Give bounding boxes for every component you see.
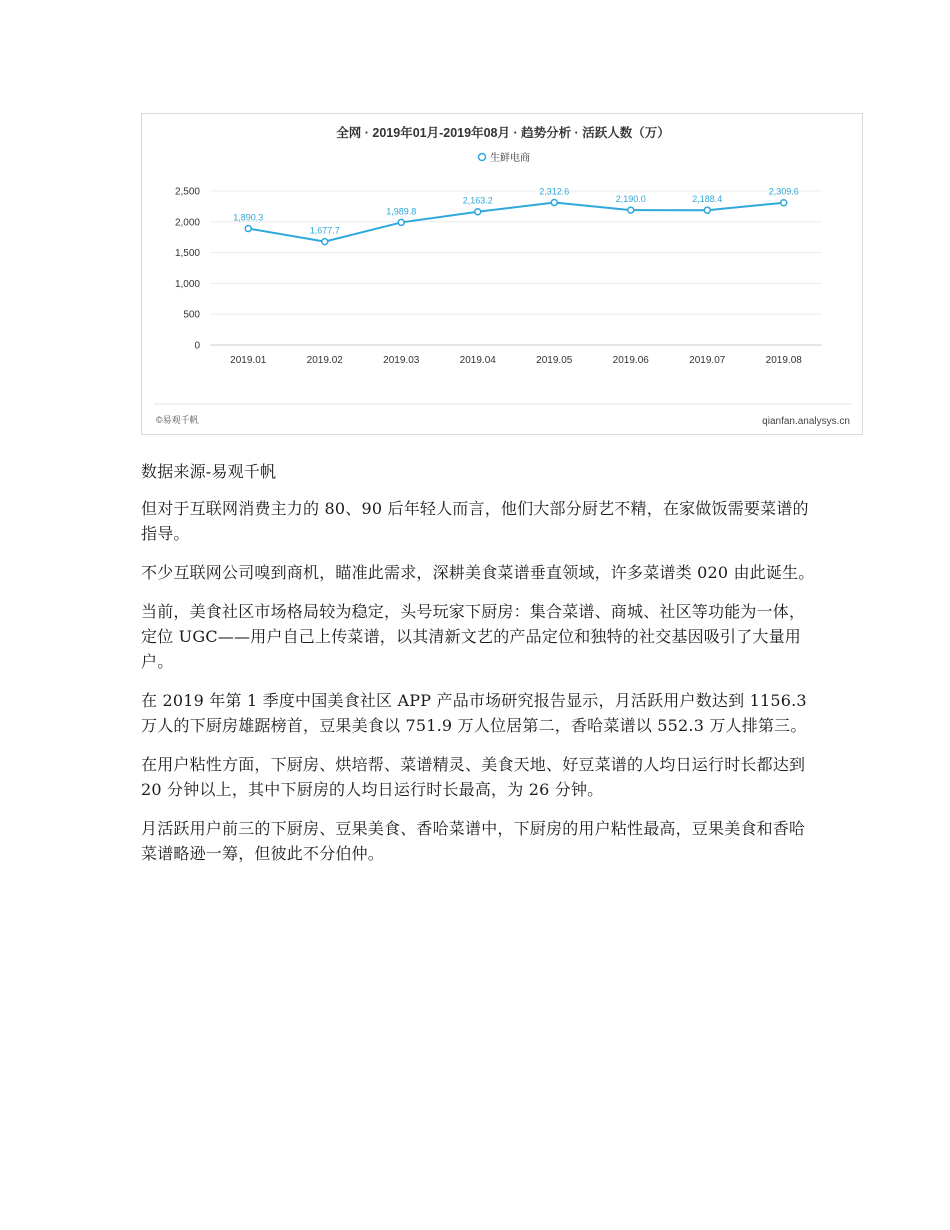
data-label: 1,989.8 [386,206,417,217]
line-chart [142,114,864,436]
data-label: 2,190.0 [615,194,646,205]
data-label: 2,188.4 [692,194,723,205]
y-tick-label: 1,500 [174,248,200,260]
x-tick-label: 2019.02 [306,355,343,366]
data-point [398,219,404,225]
x-tick-label: 2019.04 [459,355,496,366]
chart-container [141,113,863,435]
data-point [551,200,557,206]
x-tick-label: 2019.06 [612,355,649,366]
data-label: 1,677.7 [309,225,340,236]
data-point [704,207,710,213]
data-point [628,207,634,213]
data-point [475,209,481,215]
paragraph: 在 2019 年第 1 季度中国美食社区 APP 产品市场研究报告显示，月活跃用户数达到 1156.3 万人的下厨房雄踞榜首，豆果美食以 751.9 万人位居第二，香哈菜谱以 552.3 万人排第三。 [141,691,807,735]
y-tick-label: 1,000 [174,278,200,290]
y-tick-label: 2,000 [174,217,200,229]
footer-url: qianfan.analysys.cn [762,416,850,427]
x-tick-label: 2019.05 [536,355,573,366]
x-tick-label: 2019.03 [383,355,420,366]
y-tick-label: 0 [194,340,200,352]
y-tick-label: 500 [183,309,200,321]
data-point [245,226,251,232]
x-tick-label: 2019.07 [689,355,726,366]
data-label: 2,309.6 [768,186,799,197]
paragraph: 在用户粘性方面，下厨房、烘培帮、菜谱精灵、美食天地、好豆菜谱的人均日运行时长都达到 20 分钟以上，其中下厨房的人均日运行时长最高，为 26 分钟。 [141,755,806,799]
footer-brand: ©易观千帆 [156,415,199,425]
paragraph: 但对于互联网消费主力的 80、90 后年轻人而言，他们大部分厨艺不精，在家做饭需要菜谱的指导。 [141,499,809,543]
data-label: 2,163.2 [462,195,493,206]
chart-title: 全网 · 2019年01月-2019年08月 · 趋势分析 · 活跃人数（万） [336,126,670,140]
article-body [141,459,821,880]
paragraph: 月活跃用户前三的下厨房、豆果美食、香哈菜谱中，下厨房的用户粘性最高，豆果美食和香哈菜谱略逊一筹，但彼此不分伯仲。 [141,819,806,863]
y-tick-label: 2,500 [174,186,200,198]
legend-label: 生鲜电商 [490,153,530,164]
chart-source-caption: 数据来源-易观千帆 [141,462,277,481]
x-tick-label: 2019.08 [765,355,802,366]
data-label: 2,312.6 [539,186,570,197]
x-tick-label: 2019.01 [230,355,267,366]
paragraph: 不少互联网公司嗅到商机，瞄准此需求，深耕美食菜谱垂直领域，许多菜谱类 020 由此诞生。 [141,563,815,582]
data-point [781,200,787,206]
legend-marker [479,154,486,161]
data-label: 1,890.3 [233,212,264,223]
data-point [322,239,328,245]
paragraph: 当前，美食社区市场格局较为稳定，头号玩家下厨房：集合菜谱、商城、社区等功能为一体，定位 UGC——用户自己上传菜谱，以其清新文艺的产品定位和独特的社交基因吸引了大量用户。 [141,602,806,671]
